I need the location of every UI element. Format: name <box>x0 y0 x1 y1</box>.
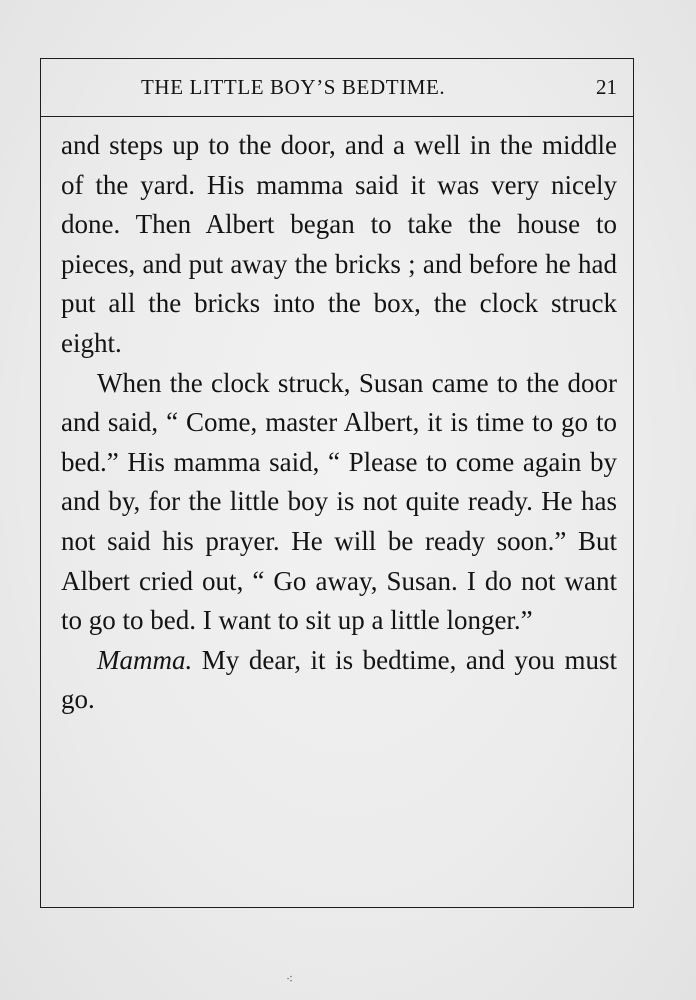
paragraph-2 <box>61 364 617 641</box>
page-header <box>41 59 633 117</box>
page-border-frame <box>40 58 634 908</box>
paragraph-3 <box>61 641 617 720</box>
body-text <box>61 126 617 720</box>
speaker-name: Mamma. <box>97 644 193 675</box>
paragraph-3-text: My dear, it is bedtime, and you must go. <box>61 644 617 715</box>
footer-ornament: ⁖ <box>286 972 294 986</box>
paragraph-1-text: and steps up to the door, and a well in the middle of the yard. His mamma said it was very nicely done. Then Albert began to take the house to pieces, and put away the bricks ; and before he had put all the bricks into the box, the clock struck eight. <box>61 130 617 358</box>
running-head: THE LITTLE BOY’S BEDTIME. <box>141 75 446 99</box>
paragraph-2-text: When the clock struck, Susan came to the door and said, “ Come, master Albert, it is time to go to bed.” His mamma said, “ Please to come again by and by, for the little boy is not quite ready. He has not said his prayer. He will be ready soon.” But Albert cried out, “ Go away, Susan. I do not want to go to bed. I want to sit up a little longer.” <box>61 367 617 636</box>
paragraph-1 <box>61 126 617 364</box>
page-number: 21 <box>596 75 617 99</box>
